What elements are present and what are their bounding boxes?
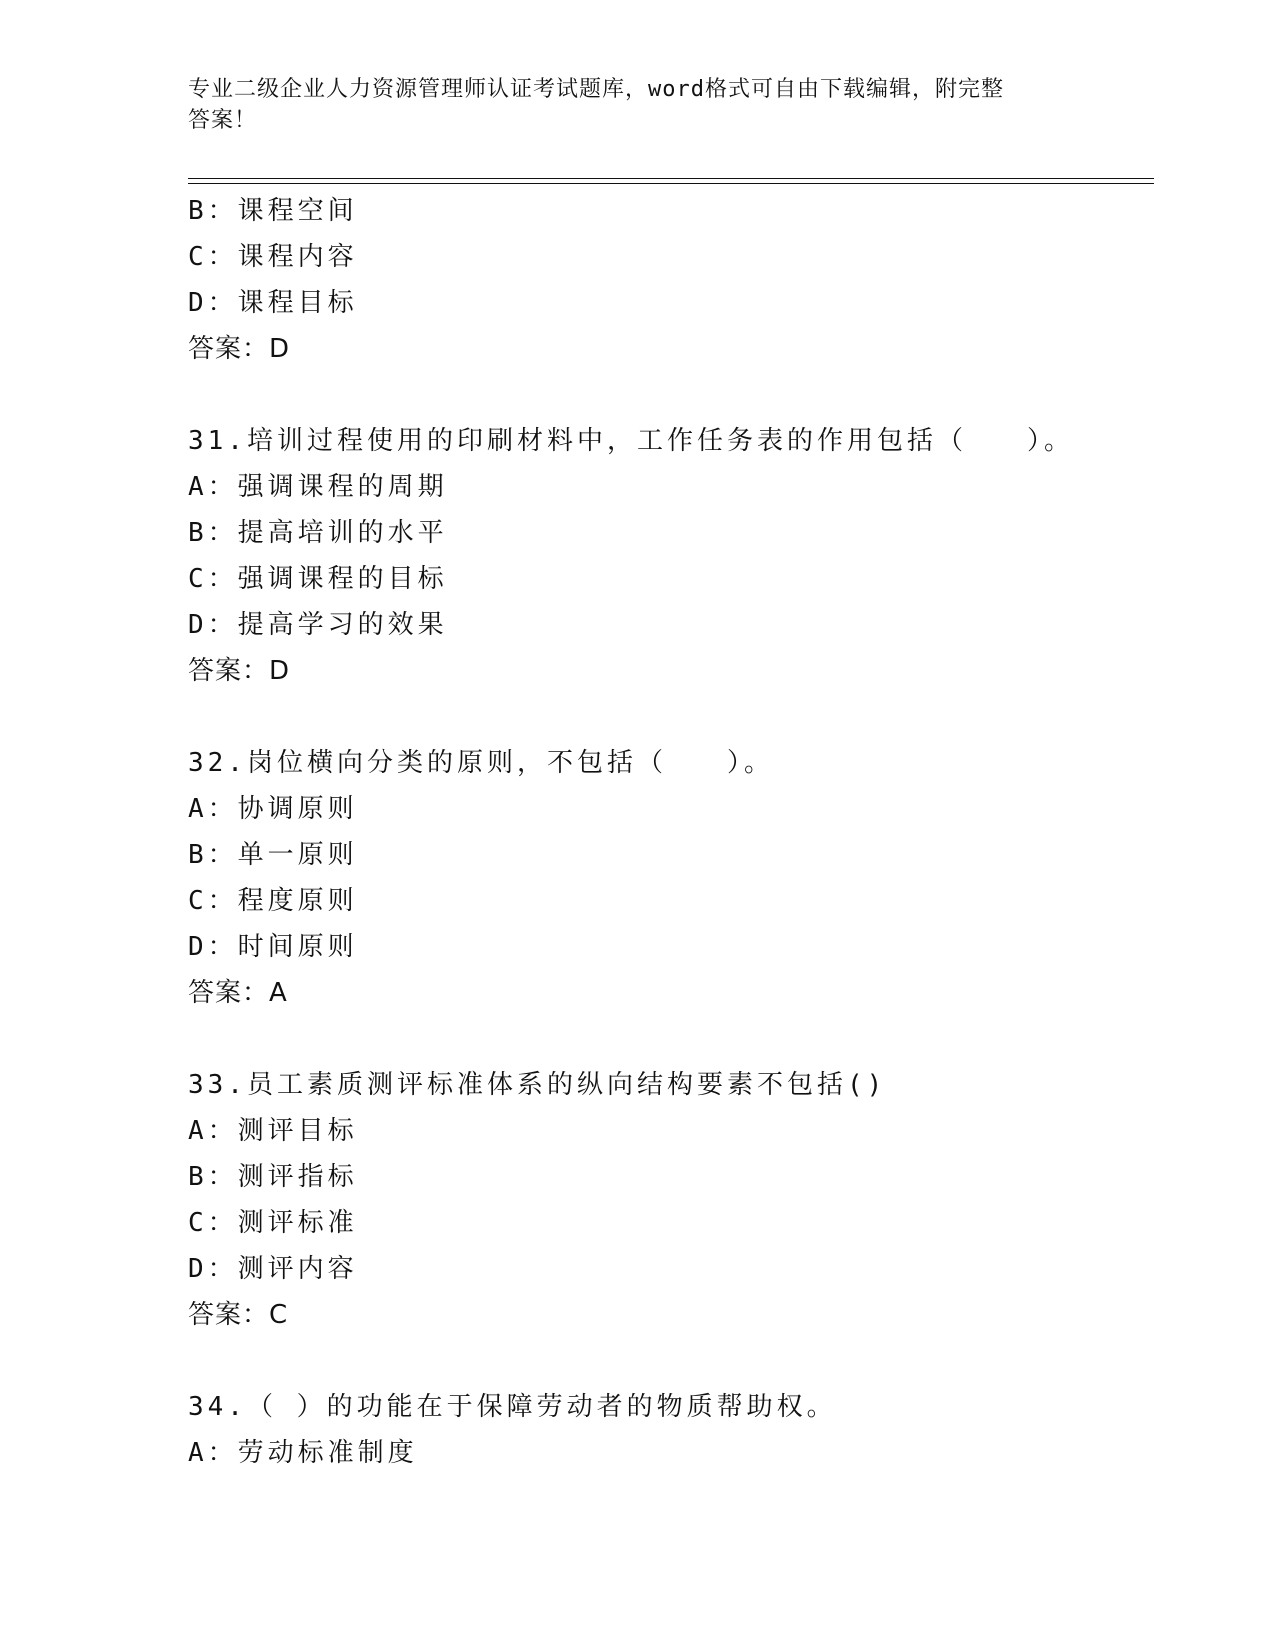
spacer <box>188 1338 1148 1384</box>
option-a: A：协调原则 <box>188 794 358 824</box>
question-stem: 33.员工素质测评标准体系的纵向结构要素不包括() <box>188 1070 887 1100</box>
option-c: C：课程内容 <box>188 242 358 272</box>
header-line-2: 答案！ <box>188 108 258 133</box>
option-d: D：提高学习的效果 <box>188 610 448 640</box>
option-a: A：劳动标准制度 <box>188 1438 418 1468</box>
option-b: B：提高培训的水平 <box>188 518 448 548</box>
question-33 <box>188 1062 1148 1338</box>
option-c: C：强调课程的目标 <box>188 564 448 594</box>
header-rule-bottom <box>188 183 1154 184</box>
option-c: C：测评标准 <box>188 1208 358 1238</box>
option-b: B：测评指标 <box>188 1162 358 1192</box>
question-34 <box>188 1384 1148 1476</box>
option-a: A：测评目标 <box>188 1116 358 1146</box>
option-a: A：强调课程的周期 <box>188 472 448 502</box>
answer: 答案：C <box>188 1300 289 1330</box>
option-b: B：课程空间 <box>188 196 358 226</box>
option-c: C：程度原则 <box>188 886 358 916</box>
header-rule-top <box>188 178 1154 179</box>
spacer <box>188 1016 1148 1062</box>
option-d: D：课程目标 <box>188 288 358 318</box>
answer: 答案：A <box>188 978 288 1008</box>
option-d: D：时间原则 <box>188 932 358 962</box>
question-list <box>188 188 1148 1476</box>
answer: 答案：D <box>188 334 291 364</box>
document-header <box>188 74 1068 136</box>
answer: 答案：D <box>188 656 291 686</box>
option-b: B：单一原则 <box>188 840 358 870</box>
spacer <box>188 694 1148 740</box>
header-line-1: 专业二级企业人力资源管理师认证考试题库，word格式可自由下载编辑，附完整 <box>188 77 1004 102</box>
question-stem: 32.岗位横向分类的原则，不包括（ ）。 <box>188 748 774 778</box>
option-d: D：测评内容 <box>188 1254 358 1284</box>
question-32 <box>188 740 1148 1016</box>
question-31 <box>188 418 1148 694</box>
question-stem: 34.（ ）的功能在于保障劳动者的物质帮助权。 <box>188 1392 837 1422</box>
question-30-tail <box>188 188 1148 372</box>
question-stem: 31.培训过程使用的印刷材料中，工作任务表的作用包括（ ）。 <box>188 426 1074 456</box>
spacer <box>188 372 1148 418</box>
